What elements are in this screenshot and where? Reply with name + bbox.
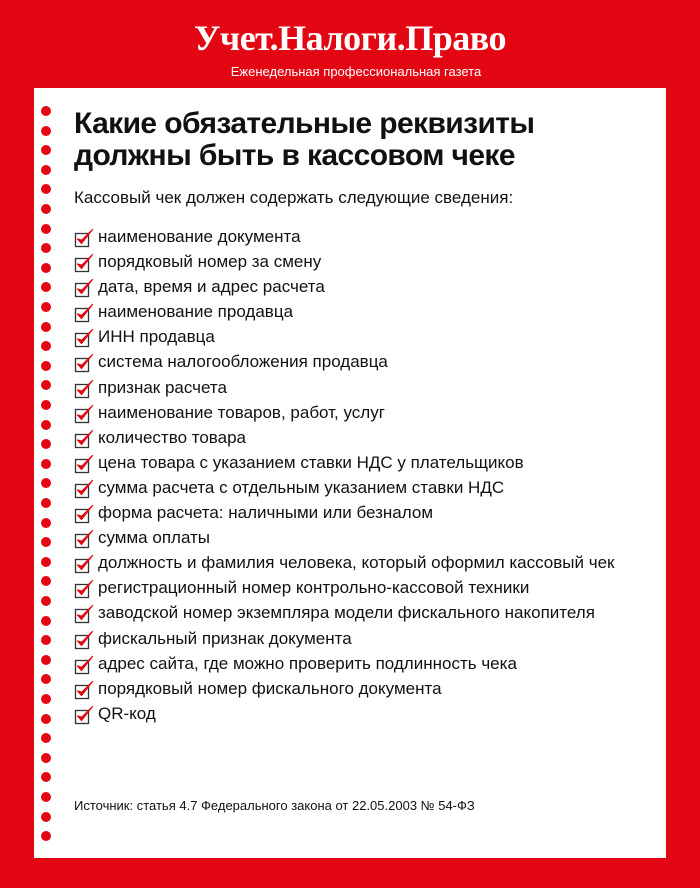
spiral-hole (41, 537, 51, 547)
card-title-line-2: должны быть в кассовом чеке (74, 139, 515, 172)
requirement-item (74, 601, 654, 624)
checkmark-icon (74, 529, 94, 549)
requirement-item (74, 275, 654, 298)
requirement-item (74, 300, 654, 323)
spiral-hole (41, 106, 51, 116)
checkmark-icon (74, 479, 94, 499)
spiral-hole (41, 655, 51, 665)
checkmark-icon (74, 504, 94, 524)
requirement-text: адрес сайта, где можно проверить подлинность чека (98, 653, 517, 673)
requirement-text: система налогообложения продавца (98, 352, 388, 372)
spiral-holes (34, 88, 58, 858)
spiral-hole (41, 733, 51, 743)
spiral-hole (41, 714, 51, 724)
checkmark-icon (74, 579, 94, 599)
spiral-hole (41, 478, 51, 488)
requirement-item (74, 501, 654, 524)
requirement-item (74, 325, 654, 348)
requirement-text: наименование документа (98, 227, 301, 246)
requirement-text: наименование продавца (98, 302, 294, 322)
spiral-hole (41, 263, 51, 273)
checkmark-icon (74, 278, 94, 298)
spiral-hole (41, 576, 51, 586)
requirement-item (74, 225, 654, 248)
spiral-hole (41, 282, 51, 292)
spiral-hole (41, 224, 51, 234)
spiral-hole (41, 812, 51, 822)
spiral-hole (41, 557, 51, 567)
requirement-text: наименование товаров, работ, услуг (98, 402, 385, 422)
spiral-hole (41, 596, 51, 606)
spiral-hole (41, 753, 51, 763)
requirement-text: заводской номер экземпляра модели фискального накопителя (98, 603, 595, 623)
spiral-hole (41, 792, 51, 802)
checkmark-icon (74, 554, 94, 574)
requirement-item (74, 476, 654, 499)
spiral-hole (41, 459, 51, 469)
spiral-hole (41, 439, 51, 449)
masthead (0, 0, 700, 88)
requirement-text: дата, время и адрес расчета (98, 277, 325, 297)
spiral-hole (41, 674, 51, 684)
requirement-text: фискальный признак документа (98, 628, 352, 648)
checkmark-icon (74, 404, 94, 424)
spiral-hole (41, 322, 51, 332)
requirement-text: порядковый номер за смену (98, 252, 322, 272)
requirement-item (74, 551, 654, 574)
requirement-item (74, 401, 654, 424)
spiral-hole (41, 341, 51, 351)
spiral-hole (41, 498, 51, 508)
spiral-hole (41, 694, 51, 704)
spiral-hole (41, 772, 51, 782)
spiral-hole (41, 302, 51, 312)
spiral-hole (41, 361, 51, 371)
requirement-item (74, 526, 654, 549)
spiral-hole (41, 204, 51, 214)
requirement-item (74, 702, 654, 725)
source-note: Источник: статья 4.7 Федерального закона от 22.05.2003 № 54-ФЗ (74, 798, 475, 813)
card-title (74, 108, 654, 172)
spiral-hole (41, 165, 51, 175)
requirement-text: сумма расчета с отдельным указанием ставки НДС (98, 477, 505, 497)
spiral-hole (41, 243, 51, 253)
checkmark-icon (74, 228, 94, 248)
spiral-hole (41, 184, 51, 194)
notepad-card (34, 88, 666, 858)
requirement-text: цена товара с указанием ставки НДС у плательщиков (98, 452, 524, 472)
requirement-text: признак расчета (98, 377, 227, 397)
requirement-item (74, 627, 654, 650)
requirement-text: количество товара (98, 427, 246, 447)
requirements-list (74, 225, 654, 727)
requirement-item (74, 576, 654, 599)
card-title-line-1: Какие обязательные реквизиты (74, 107, 535, 140)
newspaper-logo: Учет.Налоги.Право (193, 18, 506, 58)
requirement-text: сумма оплаты (98, 528, 211, 548)
requirement-text: регистрационный номер контрольно-кассовой техники (98, 578, 530, 598)
newspaper-tagline: Еженедельная профессиональная газета (230, 64, 482, 79)
checkmark-icon (74, 655, 94, 675)
spiral-hole (41, 831, 51, 841)
requirement-text: должность и фамилия человека, который оформил кассовый чек (98, 553, 615, 573)
spiral-hole (41, 616, 51, 626)
spiral-hole (41, 518, 51, 528)
spiral-hole (41, 420, 51, 430)
requirement-item (74, 426, 654, 449)
checkmark-icon (74, 253, 94, 273)
checkmark-icon (74, 328, 94, 348)
requirement-text: ИНН продавца (98, 327, 215, 347)
checkmark-icon (74, 604, 94, 624)
requirement-item (74, 250, 654, 273)
checkmark-icon (74, 630, 94, 650)
spiral-hole (41, 400, 51, 410)
spiral-hole (41, 126, 51, 136)
requirement-item (74, 350, 654, 373)
checkmark-icon (74, 353, 94, 373)
spiral-hole (41, 380, 51, 390)
checkmark-icon (74, 429, 94, 449)
requirement-item (74, 652, 654, 675)
spiral-hole (41, 635, 51, 645)
requirement-item (74, 677, 654, 700)
card-intro: Кассовый чек должен содержать следующие сведения: (74, 188, 514, 207)
requirement-item (74, 451, 654, 474)
spiral-hole (41, 145, 51, 155)
requirement-text: QR-код (98, 703, 156, 723)
checkmark-icon (74, 680, 94, 700)
requirement-text: форма расчета: наличными или безналом (98, 503, 434, 523)
checkmark-icon (74, 705, 94, 725)
requirement-item (74, 376, 654, 399)
checkmark-icon (74, 454, 94, 474)
checkmark-icon (74, 379, 94, 399)
checkmark-icon (74, 303, 94, 323)
requirement-text: порядковый номер фискального документа (98, 678, 442, 698)
